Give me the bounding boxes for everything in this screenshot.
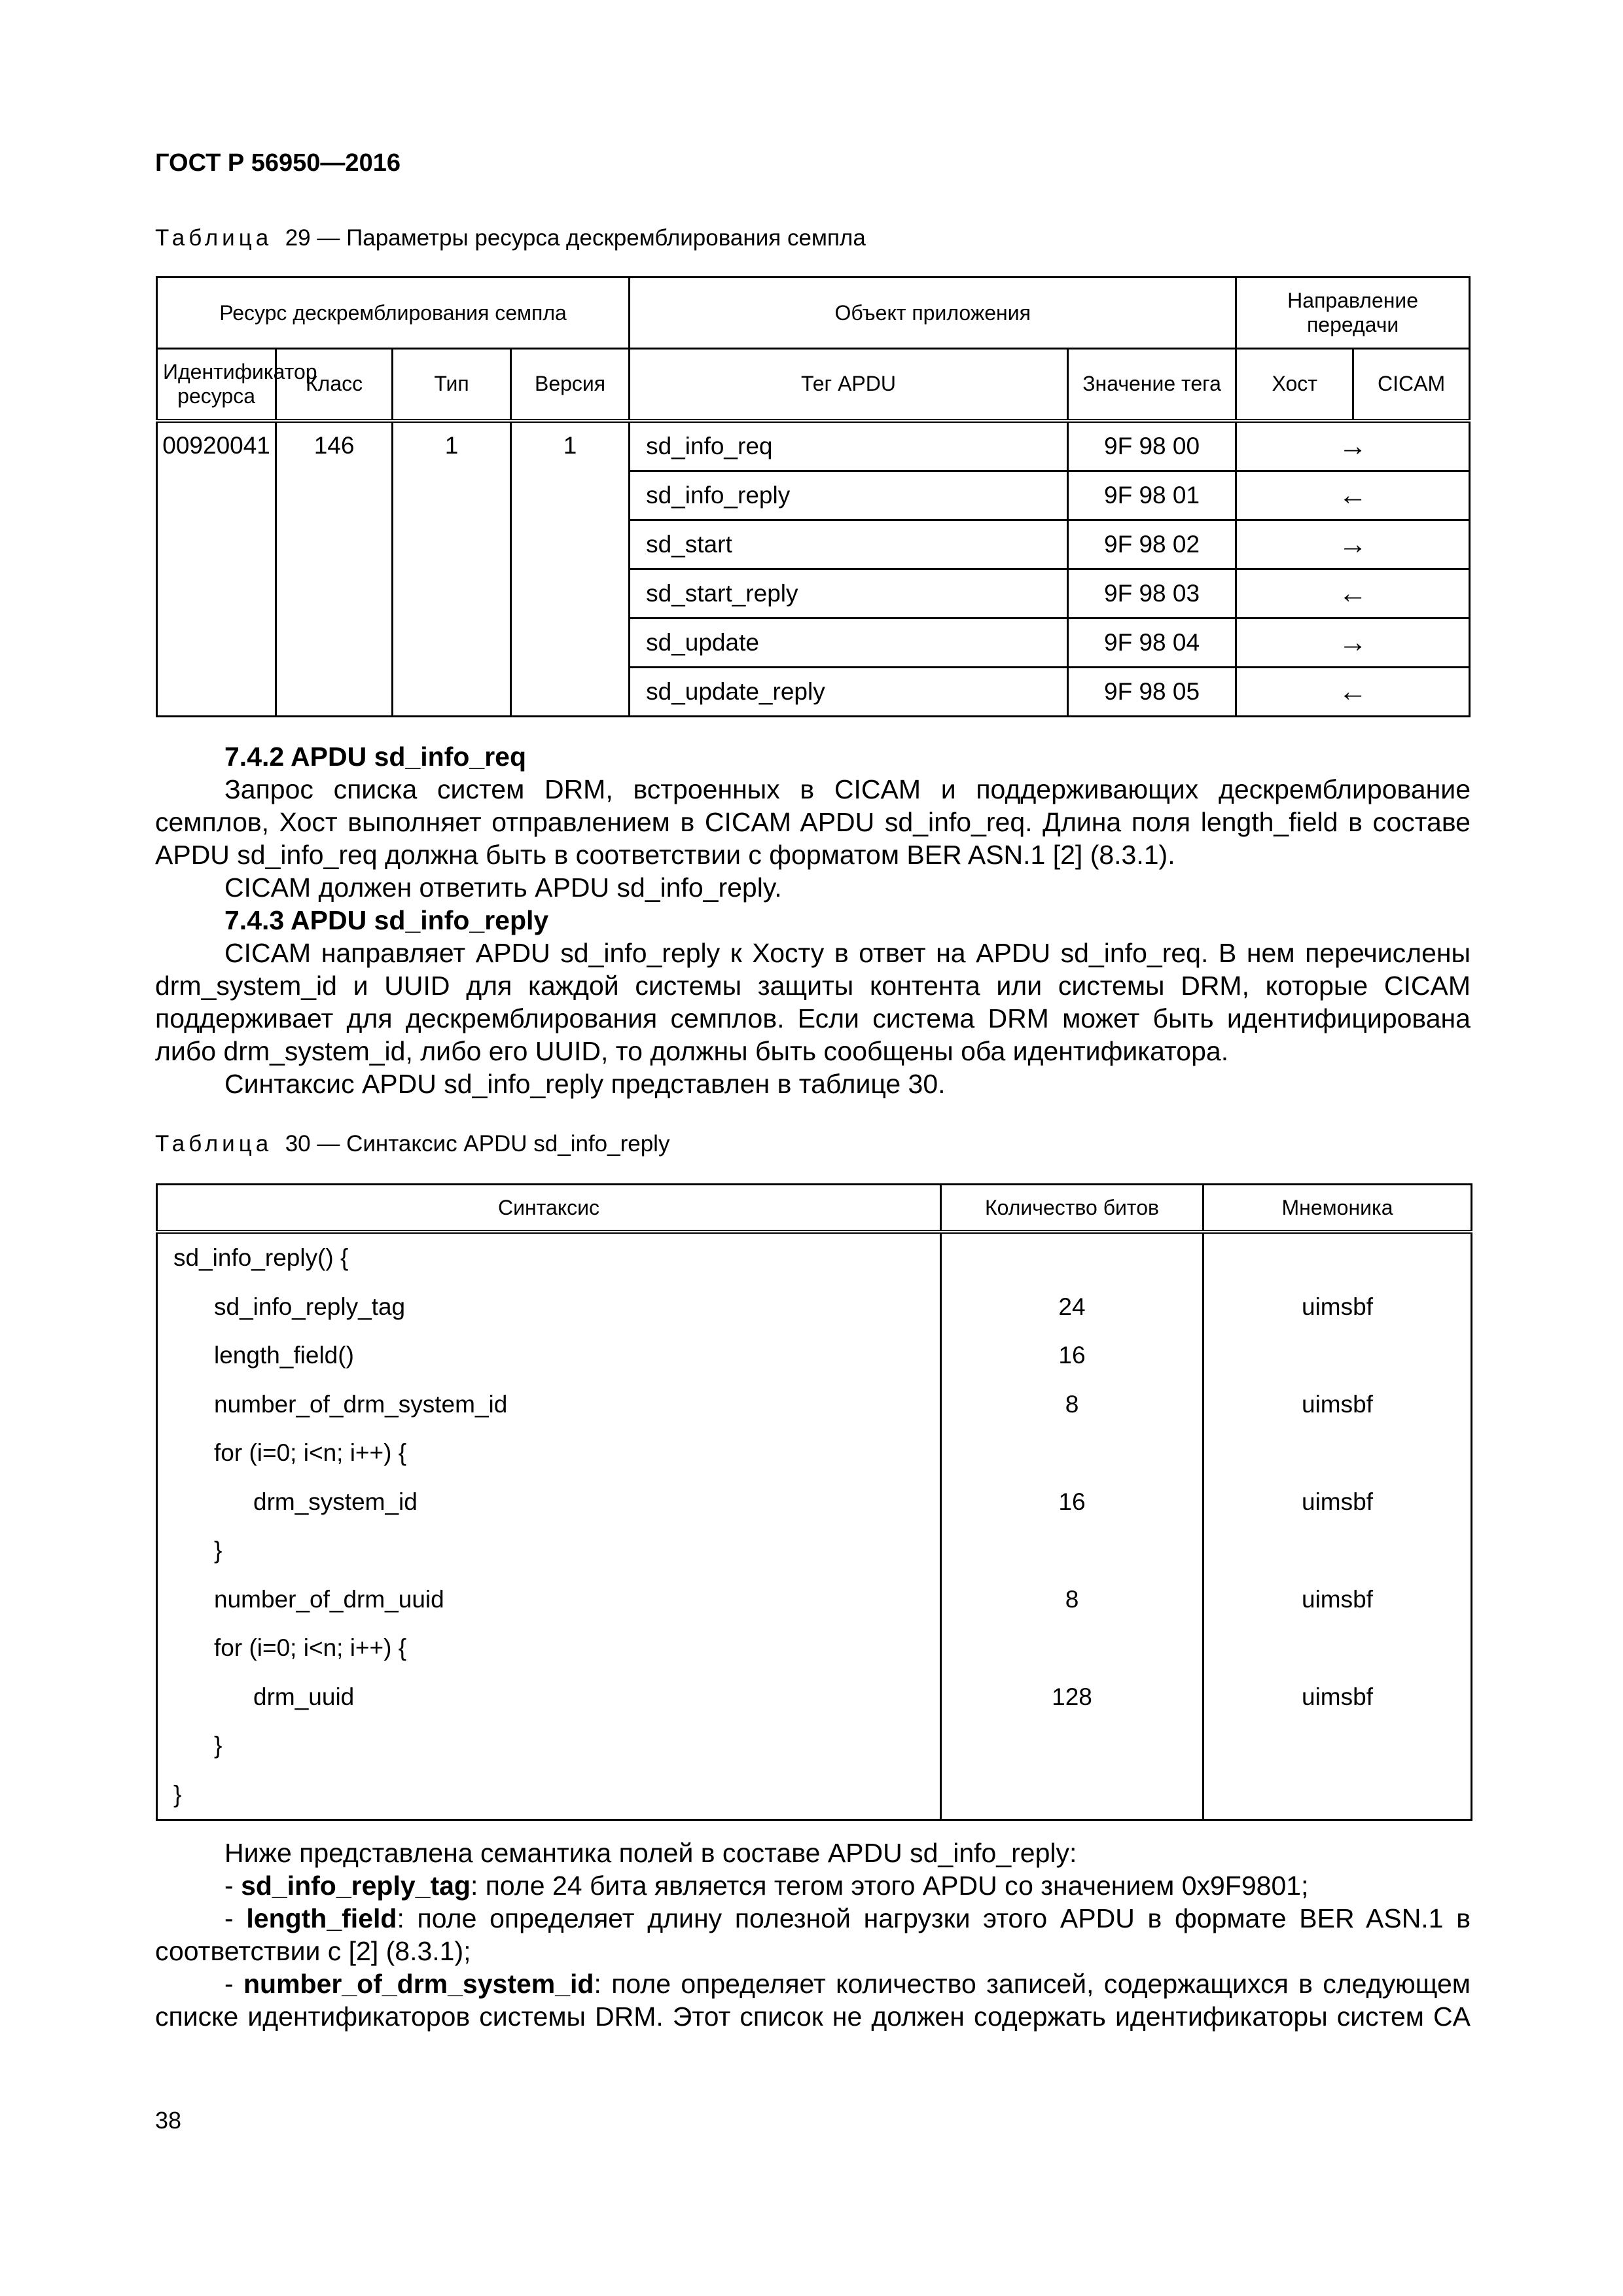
table-30-row (157, 1770, 1472, 1820)
table-29-col-tagval: Значение тега (1067, 349, 1236, 421)
bits-cell (941, 1624, 1204, 1673)
syntax-cell: for (i=0; i<n; i++) { (157, 1624, 941, 1673)
bits-cell: 128 (941, 1673, 1204, 1722)
table-29 (156, 276, 1471, 717)
mnemonic-cell (1204, 1429, 1472, 1478)
bits-cell: 16 (941, 1478, 1204, 1527)
table-30-row (157, 1575, 1472, 1624)
table-30-caption (155, 1131, 669, 1157)
table-29-row (157, 421, 1470, 471)
table-29-col-class: Класс (276, 349, 393, 421)
field-term: number_of_drm_system_id (243, 1969, 594, 1999)
list-dash: - (224, 1969, 234, 1999)
table-30 (156, 1183, 1472, 1821)
table-29-group-resource: Ресурс дескремблирования семпла (157, 278, 630, 349)
tag-value-cell: 9F 98 05 (1067, 667, 1236, 716)
resource-id-cell: 00920041 (157, 421, 276, 717)
mnemonic-cell: uimsbf (1204, 1673, 1472, 1722)
table-30-col-bits: Количество битов (941, 1185, 1204, 1232)
tag-value-cell: 9F 98 00 (1067, 421, 1236, 471)
mnemonic-cell (1204, 1624, 1472, 1673)
table-29-col-cicam: CICAM (1353, 349, 1470, 421)
field-term: sd_info_reply_tag (241, 1871, 471, 1901)
bits-cell: 8 (941, 1380, 1204, 1429)
table-30-row (157, 1283, 1472, 1332)
syntax-cell: drm_uuid (157, 1673, 941, 1722)
mnemonic-cell (1204, 1526, 1472, 1575)
resource-type-cell: 1 (392, 421, 510, 717)
apdu-tag-cell: sd_update (630, 618, 1068, 667)
syntax-cell: for (i=0; i<n; i++) { (157, 1429, 941, 1478)
list-dash: - (224, 1871, 234, 1901)
table-30-col-mnemonic: Мнемоника (1204, 1185, 1472, 1232)
mnemonic-cell (1204, 1721, 1472, 1770)
document-header: ГОСТ Р 56950—2016 (155, 149, 401, 177)
bits-cell: 8 (941, 1575, 1204, 1624)
mnemonic-cell: uimsbf (1204, 1478, 1472, 1527)
direction-arrow-icon: → (1236, 618, 1470, 667)
bits-cell: 16 (941, 1331, 1204, 1380)
semantics-item (155, 1869, 1471, 1902)
syntax-cell: length_field() (157, 1331, 941, 1380)
semantics-item (155, 1902, 1471, 1967)
page-number: 38 (155, 2107, 182, 2134)
mnemonic-cell: uimsbf (1204, 1380, 1472, 1429)
tag-value-cell: 9F 98 01 (1067, 471, 1236, 520)
syntax-cell: number_of_drm_system_id (157, 1380, 941, 1429)
table-30-row (157, 1380, 1472, 1429)
bits-cell: 24 (941, 1283, 1204, 1332)
apdu-tag-cell: sd_info_reply (630, 471, 1068, 520)
syntax-cell: } (157, 1770, 941, 1820)
table-30-row (157, 1673, 1472, 1722)
syntax-cell: } (157, 1721, 941, 1770)
mnemonic-cell: uimsbf (1204, 1575, 1472, 1624)
bits-cell (941, 1721, 1204, 1770)
apdu-tag-cell: sd_start_reply (630, 569, 1068, 618)
resource-version-cell: 1 (511, 421, 630, 717)
section-743-para2: Синтаксис APDU sd_info_reply представлен в таблице 30. (224, 1069, 946, 1099)
table-30-row (157, 1624, 1472, 1673)
bits-cell (941, 1770, 1204, 1820)
syntax-cell: drm_system_id (157, 1478, 941, 1527)
table-30-row (157, 1526, 1472, 1575)
tag-value-cell: 9F 98 04 (1067, 618, 1236, 667)
bits-cell (941, 1526, 1204, 1575)
field-term: length_field (246, 1903, 397, 1933)
tag-value-cell: 9F 98 03 (1067, 569, 1236, 618)
mnemonic-cell (1204, 1770, 1472, 1820)
section-743-para1: CICAM направляет APDU sd_info_reply к Хосту в ответ на APDU sd_info_req. В нем перечислены drm_system_id и UUID для каждой системы защиты контента или системы DRM, которые CICAM поддерживает для дескремблирования семплов. Если система DRM может быть идентифицирована либо drm_system_id, либо его UUID, то должны быть сообщены оба идентификатора. (155, 938, 1471, 1066)
table-29-col-id: Идентификатор ресурса (157, 349, 276, 421)
section-742-para1: Запрос списка систем DRM, встроенных в CICAM и поддерживающих дескремблирование семплов, Хост выполняет отправлением в CICAM APDU sd_info_req. Длина поля length_field в составе APDU sd_info_req должна быть в соответствии с форматом BER ASN.1 [2] (8.3.1). (155, 774, 1471, 870)
table-29-group-direction: Направление передачи (1236, 278, 1470, 349)
list-dash: - (224, 1903, 234, 1933)
direction-arrow-icon: ← (1236, 667, 1470, 716)
field-description: : поле определяет длину полезной нагрузки этого APDU в формате BER ASN.1 в соответствии с [2] (8.3.1); (155, 1903, 1471, 1966)
apdu-tag-cell: sd_start (630, 520, 1068, 569)
table-29-col-tag: Тег APDU (630, 349, 1068, 421)
tag-value-cell: 9F 98 02 (1067, 520, 1236, 569)
table-30-row (157, 1429, 1472, 1478)
table-30-row (157, 1232, 1472, 1283)
syntax-cell: sd_info_reply_tag (157, 1283, 941, 1332)
direction-arrow-icon: ← (1236, 569, 1470, 618)
bits-cell (941, 1429, 1204, 1478)
table-29-col-version: Версия (511, 349, 630, 421)
bits-cell (941, 1232, 1204, 1283)
direction-arrow-icon: → (1236, 520, 1470, 569)
table-30-caption-text: 30 — Синтаксис APDU sd_info_reply (285, 1131, 670, 1157)
apdu-tag-cell: sd_info_req (630, 421, 1068, 471)
semantics-intro: Ниже представлена семантика полей в составе APDU sd_info_reply: (224, 1838, 1077, 1868)
mnemonic-cell (1204, 1232, 1472, 1283)
table-30-caption-label: Таблица (155, 1131, 273, 1157)
direction-arrow-icon: → (1236, 421, 1470, 471)
field-description: : поле определяет количество записей, содержащихся в следующем списке идентификаторов системы DRM. Этот список не должен содержать идентификаторы систем CA (155, 1969, 1471, 2032)
section-742-heading: 7.4.2 APDU sd_info_req (224, 742, 527, 772)
section-742-para2: CICAM должен ответить APDU sd_info_reply. (224, 872, 782, 903)
field-description: : поле 24 бита является тегом этого APDU со значением 0x9F9801; (470, 1871, 1309, 1901)
section-743-heading: 7.4.3 APDU sd_info_reply (224, 905, 549, 935)
resource-class-cell: 146 (276, 421, 393, 717)
direction-arrow-icon: ← (1236, 471, 1470, 520)
table-29-col-host: Хост (1236, 349, 1353, 421)
table-30-col-syntax: Синтаксис (157, 1185, 941, 1232)
table-29-col-type: Тип (392, 349, 510, 421)
semantics-item (155, 1967, 1471, 2033)
table-30-row (157, 1478, 1472, 1527)
table-30-row (157, 1331, 1472, 1380)
table-29-caption-text: 29 — Параметры ресурса дескремблирования семпла (285, 225, 866, 251)
apdu-tag-cell: sd_update_reply (630, 667, 1068, 716)
table-29-group-object: Объект приложения (630, 278, 1236, 349)
mnemonic-cell (1204, 1331, 1472, 1380)
table-30-row (157, 1721, 1472, 1770)
table-29-caption-label: Таблица (155, 225, 273, 251)
syntax-cell: number_of_drm_uuid (157, 1575, 941, 1624)
syntax-cell: } (157, 1526, 941, 1575)
syntax-cell: sd_info_reply() { (157, 1232, 941, 1283)
mnemonic-cell: uimsbf (1204, 1283, 1472, 1332)
table-29-caption (155, 225, 866, 251)
